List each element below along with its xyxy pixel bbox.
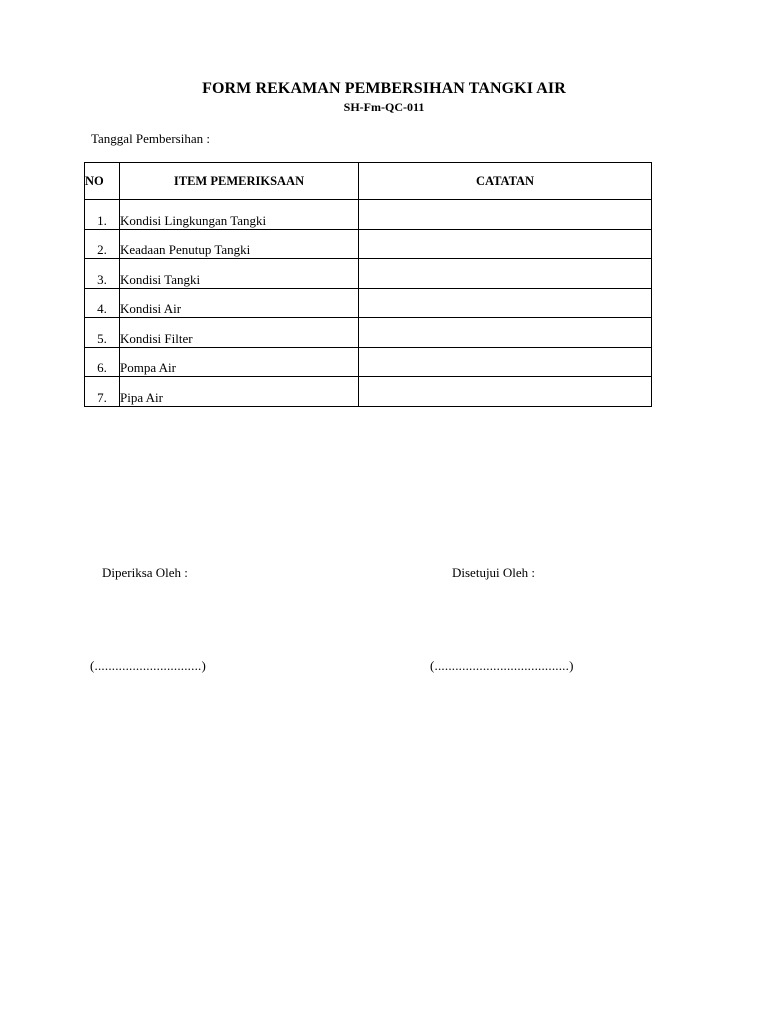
table-row [85,377,652,407]
table-row [85,229,652,259]
table-row [85,200,652,230]
header-notes: CATATAN [359,163,652,200]
row-item: Kondisi Lingkungan Tangki [120,200,359,230]
row-number: 7. [85,377,120,407]
checked-by-signature-line: (...............................) [90,658,207,673]
row-notes-cell[interactable] [359,259,652,289]
inspection-table [84,162,652,407]
row-item: Keadaan Penutup Tangki [120,229,359,259]
row-number: 3. [85,259,120,289]
row-item: Pipa Air [120,377,359,407]
table-header-row [85,163,652,200]
row-notes-cell[interactable] [359,318,652,348]
row-item: Kondisi Air [120,288,359,318]
cleaning-date-label: Tanggal Pembersihan : [91,131,210,146]
row-notes-cell[interactable] [359,347,652,377]
form-title: FORM REKAMAN PEMBERSIHAN TANGKI AIR [202,80,566,97]
header-item: ITEM PEMERIKSAAN [120,163,359,200]
row-number: 2. [85,229,120,259]
row-item: Pompa Air [120,347,359,377]
approved-by-signature-line: (.......................................) [430,658,574,673]
row-number: 1. [85,200,120,230]
table-row [85,318,652,348]
form-code: SH-Fm-QC-011 [343,100,425,114]
row-number: 4. [85,288,120,318]
row-number: 6. [85,347,120,377]
header-no: NO [85,163,120,200]
row-notes-cell[interactable] [359,377,652,407]
row-notes-cell[interactable] [359,288,652,318]
table-row [85,347,652,377]
table-row [85,288,652,318]
row-item: Kondisi Filter [120,318,359,348]
row-number: 5. [85,318,120,348]
approved-by-label: Disetujui Oleh : [452,565,536,580]
row-notes-cell[interactable] [359,200,652,230]
row-item: Kondisi Tangki [120,259,359,289]
table-row [85,259,652,289]
checked-by-label: Diperiksa Oleh : [102,565,188,580]
row-notes-cell[interactable] [359,229,652,259]
